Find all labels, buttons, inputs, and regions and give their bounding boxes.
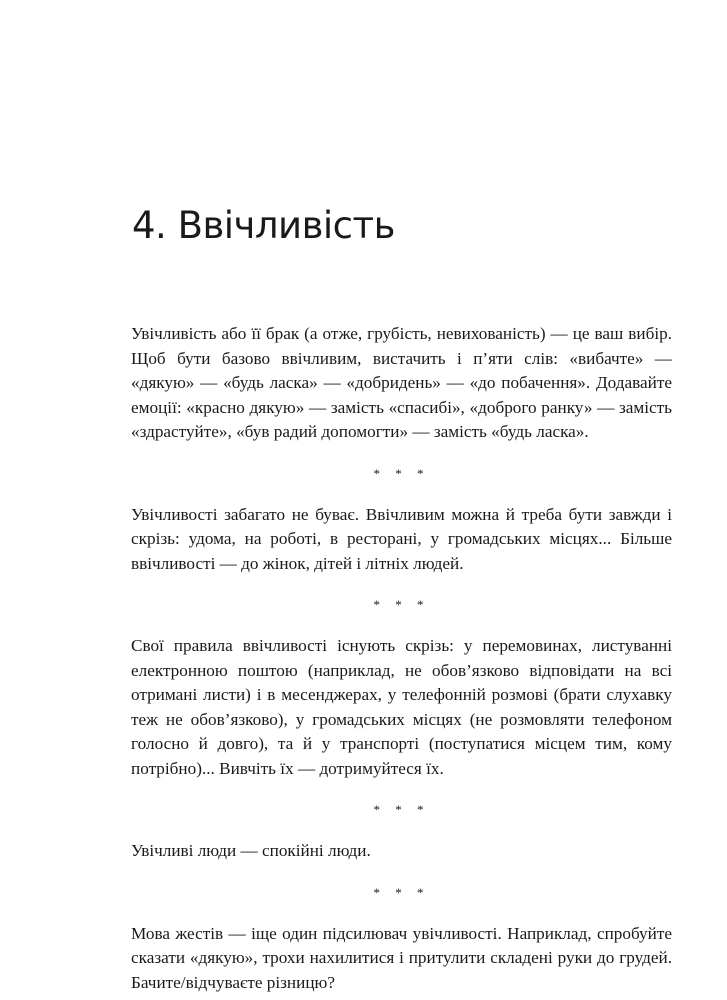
section-separator: * * * — [373, 802, 430, 817]
paragraph-politeness-choice: Увічливість або її брак (а отже, грубість, невихованість) — це ваш вибір. Щоб бути базово ввічливим, вистачить і п’яти слів: «вибачте» — «дякую» — «будь ласка» — «добридень» — «до побачення». Додавайте емоції: «красно дякую» — замість «спасибі», «доброго ранку» — замість «здрастуйте», «був радий допомогти» — замість «будь ласка». — [131, 324, 672, 441]
section-separator: * * * — [373, 884, 430, 900]
paragraph-own-rules: Свої правила ввічливості існують скрізь: у перемовинах, листуванні електронною поштою (наприклад, не обов’язково відповідати на всі отримані листи) і в месенджерах, у телефонній розмові (брати слухавку теж не обов’язково), у громадських місцях (не розмовляти телефоном голосно й довго), та й у транспорті (поступатися місцем тим, кому потрібно)... Вивчіть їх — дотримуйтеся їх. — [131, 636, 672, 778]
paragraph-never-too-much: Увічливості забагато не буває. Ввічливим можна й треба бути завжди і скрізь: удома, на роботі, в ресторані, у громадських місцях... Більше ввічливості — до жінок, дітей і літніх людей. — [131, 504, 672, 573]
chapter-body — [131, 322, 672, 995]
paragraph-calm-people: Увічливі люди — спокійні люди. — [131, 841, 371, 860]
section-separator: * * * — [373, 465, 430, 481]
paragraph-body-language: Мова жестів — іще один підсилювач увічливості. Наприклад, спробуйте сказати «дякую», трохи нахилитися і притулити складені руки до грудей. Бачите/відчуваєте різницю? — [131, 923, 672, 992]
chapter-title: 4. Ввічливість — [132, 204, 395, 247]
section-separator: * * * — [373, 597, 430, 612]
